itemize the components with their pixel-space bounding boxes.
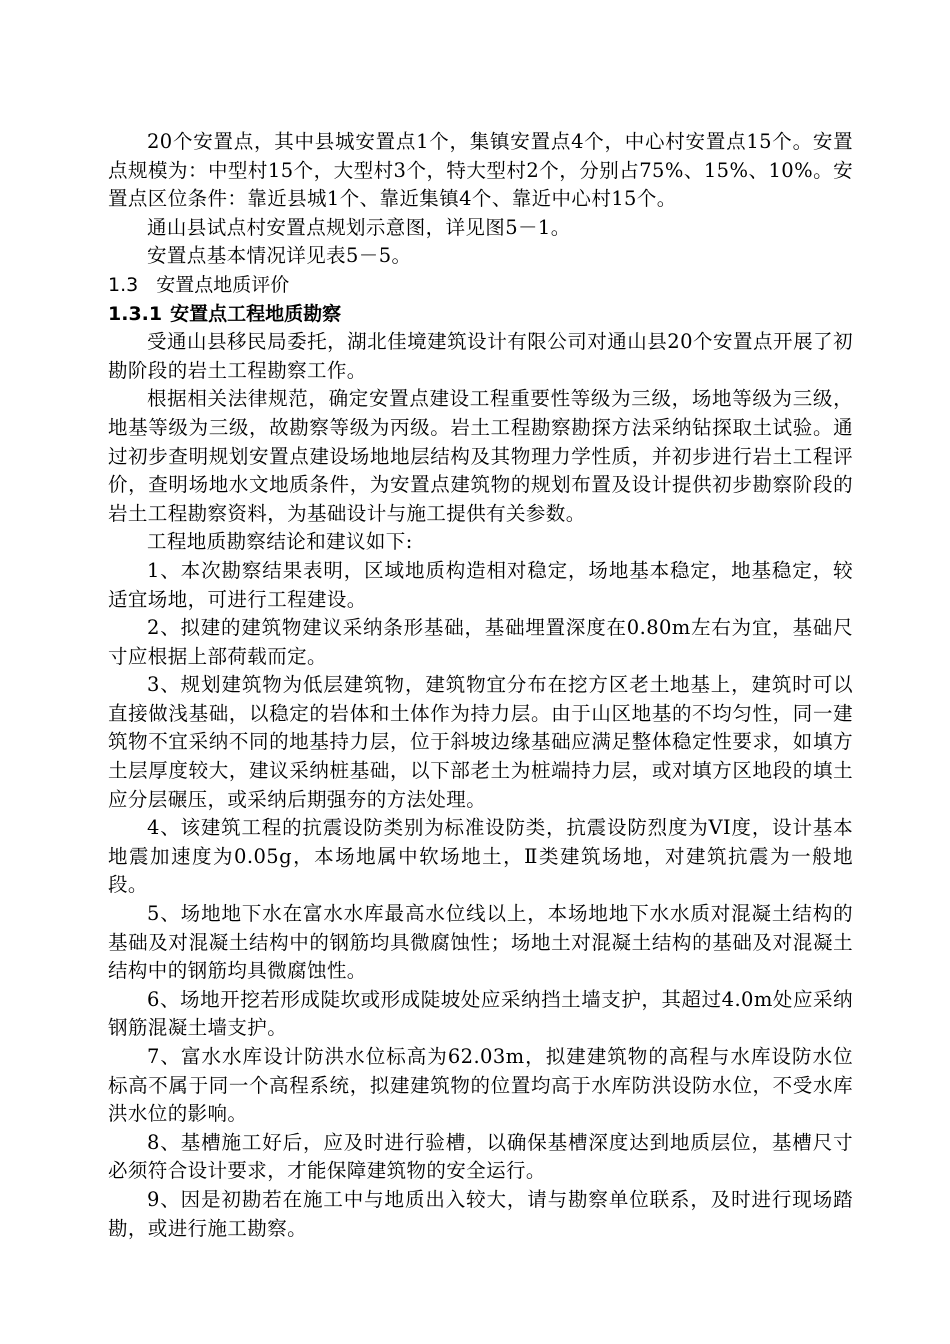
paragraph-table-reference: 安置点基本情况详见表5－5。 (147, 244, 412, 268)
list-item: 1、本次勘察结果表明，区域地质构造相对稳定，场地基本稳定，地基稳定，较适宜场地，可进行工程建设。 (108, 558, 853, 611)
list-item: 5、场地地下水在富水水库最高水位线以上，本场地地下水水质对混凝土结构的基础及对混凝土结构中的钢筋均具微腐蚀性；场地土对混凝土结构的基础及对混凝土结构中的钢筋均具微腐蚀性。 (108, 902, 853, 983)
list-item: 9、因是初勘若在施工中与地质出入较大，请与勘察单位联系，及时进行现场踏勘，或进行施工勘察。 (108, 1187, 853, 1240)
paragraph-survey-grade: 根据相关法律规范，确定安置点建设工程重要性等级为三级，场地等级为三级，地基等级为三级，故勘察等级为丙级。岩土工程勘察勘探方法采纳钻探取土试验。通过初步查明规划安置点建设场地地层结构及其物理力学性质，并初步进行岩土工程评价，查明场地水文地质条件，为安置点建筑物的规划布置及设计提供初步勘察阶段的岩土工程勘察资料，为基础设计与施工提供有关参数。 (108, 387, 853, 525)
section-title: 安置点地质评价 (156, 273, 290, 296)
paragraph-commission: 受通山县移民局委托，湖北佳境建筑设计有限公司对通山县20个安置点开展了初勘阶段的岩土工程勘察工作。 (108, 330, 853, 382)
section-number: 1.3.1 (108, 302, 163, 325)
list-item: 7、富水水库设计防洪水位标高为62.03m，拟建建筑物的高程与水库设防水位标高不属于同一个高程系统，拟建建筑物的位置均高于水库防洪设防水位，不受水库洪水位的影响。 (108, 1045, 853, 1126)
list-item: 2、拟建的建筑物建议采纳条形基础，基础埋置深度在0.80m左右为宜，基础尺寸应根据上部荷载而定。 (108, 616, 853, 668)
paragraph-conclusions-intro: 工程地质勘察结论和建议如下: (147, 530, 413, 554)
list-item: 4、该建筑工程的抗震设防类别为标准设防类，抗震设防烈度为VI度，设计基本地震加速度为0.05g，本场地属中软场地土，Ⅱ类建筑场地，对建筑抗震为一般地段。 (108, 816, 853, 897)
list-item: 3、规划建筑物为低层建筑物，建筑物宜分布在挖方区老土地基上，建筑时可以直接做浅基础，以稳定的岩体和土体作为持力层。由于山区地基的不均匀性，同一建筑物不宜采纳不同的地基持力层，位于斜坡边缘基础应满足整体稳定性要求，如填方土层厚度较大，建议采纳桩基础，以下部老土为桩端持力层，或对填方区地段的填土应分层碾压，或采纳后期强夯的方法处理。 (108, 673, 853, 811)
paragraph-settlement-summary: 20个安置点，其中县城安置点1个，集镇安置点4个，中心村安置点15个。安置点规模为：中型村15个，大型村3个，特大型村2个，分别占75%、15%、10%。安置点区位条件：靠近县城1个、靠近集镇4个、靠近中心村15个。 (108, 130, 853, 211)
section-number: 1.3 (108, 273, 139, 296)
section-title: 安置点工程地质勘察 (170, 302, 342, 325)
section-heading-1-3 (108, 271, 853, 300)
list-item: 6、场地开挖若形成陡坎或形成陡坡处应采纳挡土墙支护，其超过4.0m处应采纳钢筋混凝土墙支护。 (108, 987, 853, 1040)
paragraph-figure-reference: 通山县试点村安置点规划示意图，详见图5－1。 (147, 215, 571, 239)
list-item: 8、基槽施工好后，应及时进行验槽，以确保基槽深度达到地质层位，基槽尺寸必须符合设计要求，才能保障建筑物的安全运行。 (108, 1130, 853, 1183)
document-page (108, 128, 853, 1243)
section-heading-1-3-1 (108, 300, 853, 329)
